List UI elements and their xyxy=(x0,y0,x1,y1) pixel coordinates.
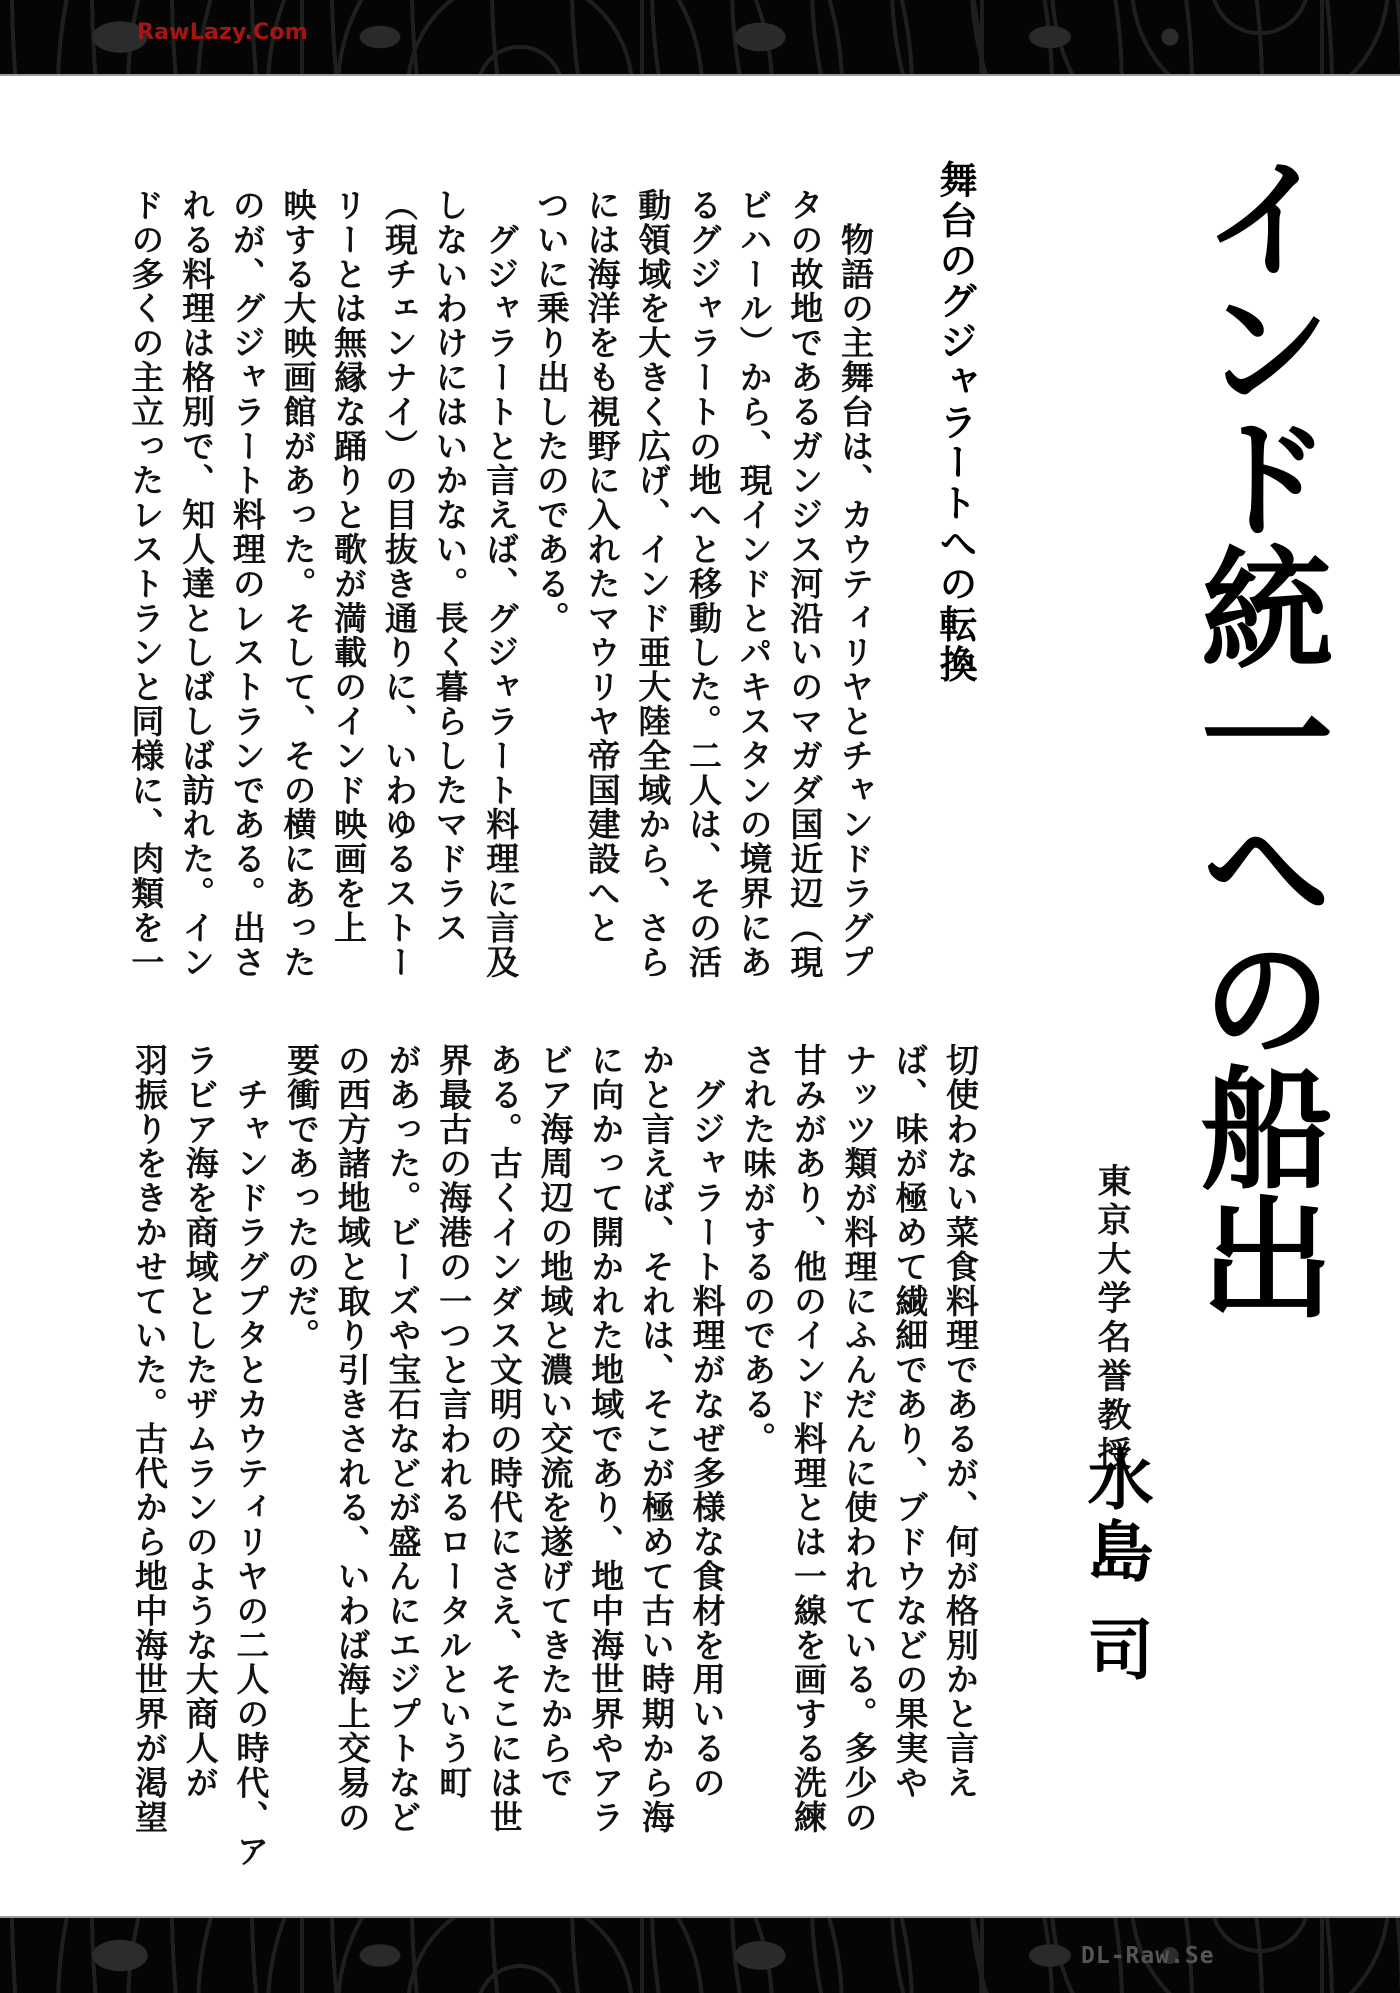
text-column: リーとは無縁な踊りと歌が満載のインド映画を上 xyxy=(329,188,369,945)
author-given-name: 司 xyxy=(1076,1615,1153,1687)
text-column: には海洋をも視野に入れたマウリヤ帝国建設へと xyxy=(582,188,622,945)
text-column: ある。古くインダス文明の時代にさえ、そこには世 xyxy=(484,1043,524,1835)
text-column: ビア海周辺の地域と濃い交流を遂げてきたからで xyxy=(535,1043,575,1800)
watermark-bottom: DL-Raw.Se xyxy=(1081,1943,1215,1969)
text-column: （現チェンナイ）の目抜き通りに、いわゆるストー xyxy=(379,188,419,980)
text-column: ドの多くの主立ったレストランと同様に、肉類を一 xyxy=(126,188,166,980)
text-column: るグジャラートの地へと移動した。二人は、その活 xyxy=(683,188,723,980)
bottom-decorative-band xyxy=(0,1916,1400,1993)
text-column: ば、味が極めて繊細であり、ブドウなどの果実や xyxy=(890,1043,930,1800)
text-column: ついに乗り出したのである。 xyxy=(531,188,571,636)
author-family-name: 水島 xyxy=(1076,1445,1153,1589)
author-affiliation: 東京大学名誉教授 xyxy=(1091,1163,1131,1475)
text-column: があった。ビーズや宝石などが盛んにエジプトなど xyxy=(383,1043,423,1835)
text-column: 界最古の海港の一つと言われるロータルという町 xyxy=(434,1043,474,1800)
text-column: チャンドラグプタとカウティリヤの二人の時代、ア xyxy=(231,1043,271,1869)
text-column: かと言えば、それは、そこが極めて古い時期から海 xyxy=(636,1043,676,1835)
text-column: 物語の主舞台は、カウティリヤとチャンドラグプ xyxy=(836,188,875,980)
text-column: の西方諸地域と取り引きされる、いわば海上交易の xyxy=(332,1043,372,1835)
text-column: ナッツ類が料理にふんだんに使われている。多少の xyxy=(839,1043,879,1835)
text-column: ビハール）から、現インドとパキスタンの境界にあ xyxy=(734,188,774,980)
section-heading: 舞台のグジャラートへの転換 xyxy=(933,160,978,686)
text-column: 映する大映画館があった。そして、その横にあった xyxy=(278,188,318,980)
text-column: れる料理は格別で、知人達としばしば訪れた。イン xyxy=(177,188,217,980)
text-column: に向かって開かれた地域であり、地中海世界やアラ xyxy=(586,1043,626,1835)
text-column: ラビア海を商域としたザムランのような大商人が xyxy=(180,1043,220,1800)
text-column: 甘みがあり、他のインド料理とは一線を画する洗練 xyxy=(788,1043,828,1835)
text-column: 要衝であったのだ。 xyxy=(282,1043,322,1353)
lower-text-block xyxy=(123,1043,985,1869)
text-column: 羽振りをきかせていた。古代から地中海世界が渇望 xyxy=(130,1043,169,1835)
upper-text-block xyxy=(120,188,880,980)
text-column: 動領域を大きく広げ、インド亜大陸全域から、さら xyxy=(633,188,673,980)
text-column: グジャラートと言えば、グジャラート料理に言及 xyxy=(481,188,521,980)
article-title: インド統一への船出 xyxy=(1178,150,1333,1320)
text-column: タの故地であるガンジス河沿いのマガダ国近辺（現 xyxy=(785,188,825,980)
text-column: のが、グジャラート料理のレストランである。出さ xyxy=(227,188,267,980)
top-decorative-band xyxy=(0,0,1400,76)
text-column: された味がするのである。 xyxy=(738,1043,778,1456)
text-column: 切使わない菜食料理であるが、何が格別かと言え xyxy=(941,1043,980,1800)
watermark-top: RawLazy.Com xyxy=(137,20,308,45)
author-name xyxy=(1076,1445,1153,1687)
text-column: グジャラート料理がなぜ多様な食材を用いるの xyxy=(687,1043,727,1800)
text-column: しないわけにはいかない。長く暮らしたマドラス xyxy=(430,188,470,945)
